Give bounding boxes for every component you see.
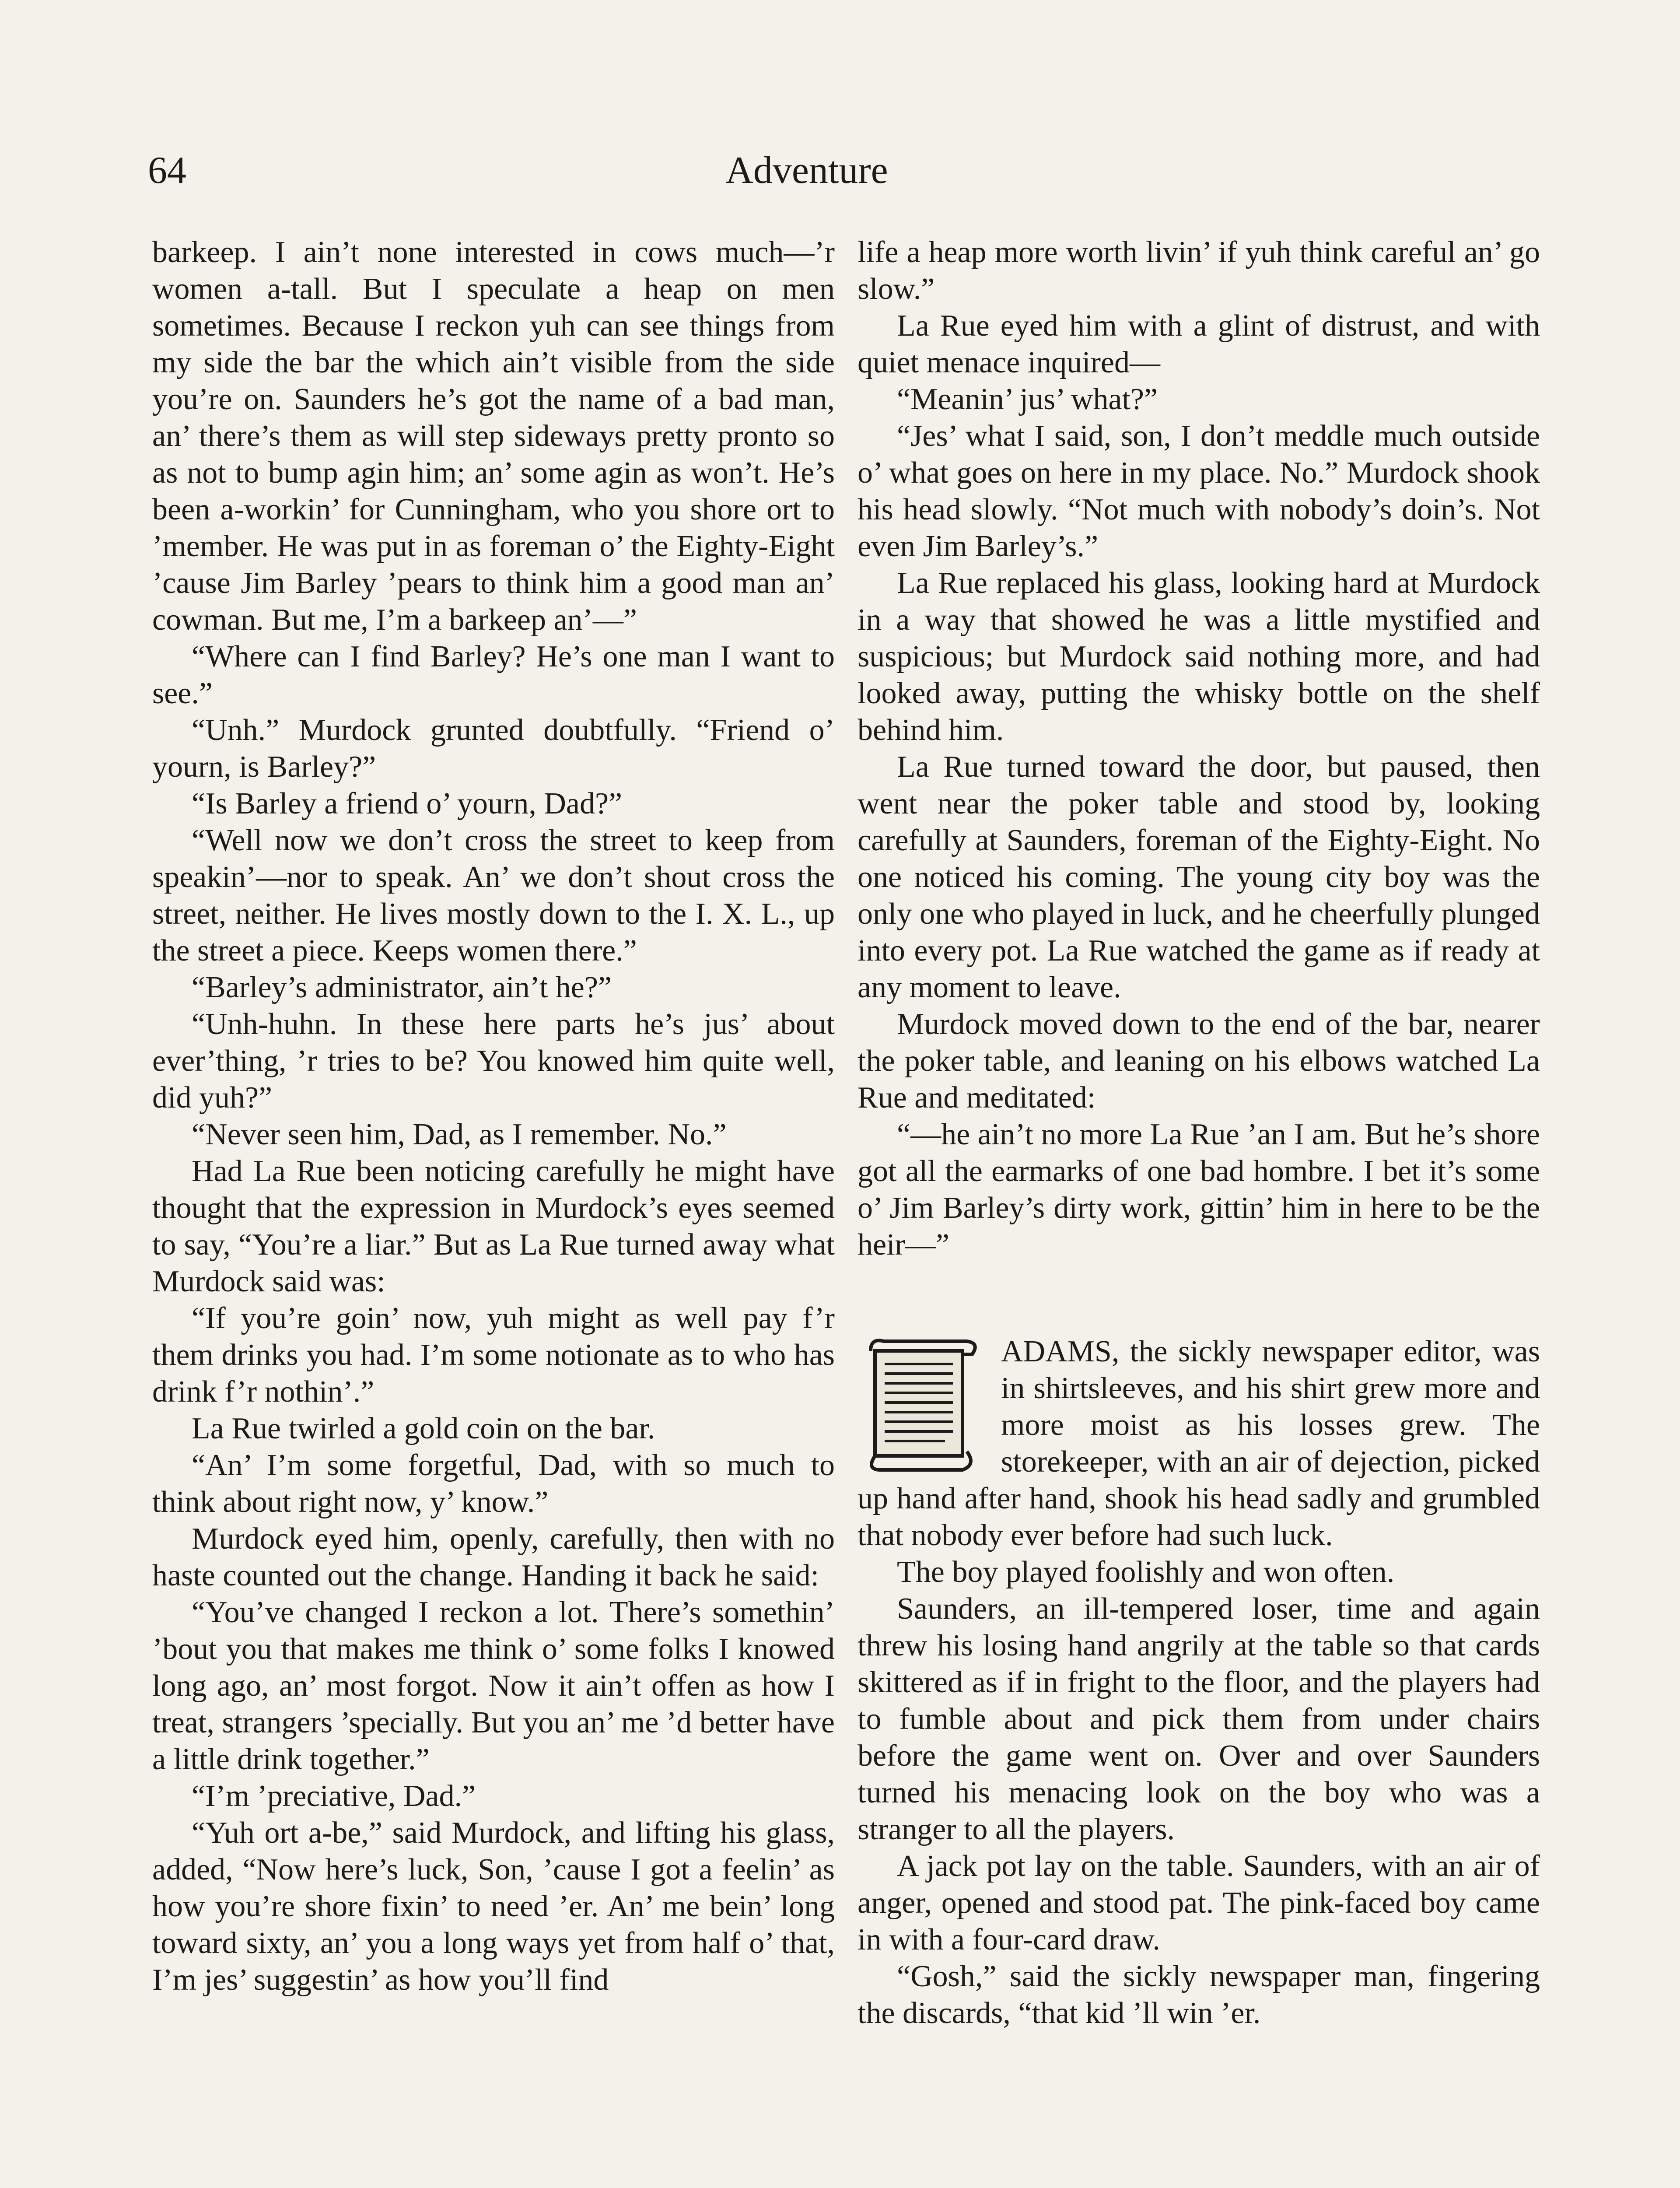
paragraph: “Jes’ what I said, son, I don’t meddle much outside o’ what goes on here in my place. No.” Murdock shook his head slowly. “Not much with nobody’s doin’s. Not even Jim Barley’s.”: [858, 419, 1540, 563]
paragraph: La Rue eyed him with a glint of distrust, and with quiet menace inquired—: [858, 309, 1540, 379]
paragraph: La Rue replaced his glass, looking hard at Murdock in a way that showed he was a little mystified and suspicious; but Murdock said nothing more, and had looked away, putting the whisky bottle on the shelf behind him.: [858, 566, 1540, 747]
paragraph: “Is Barley a friend o’ yourn, Dad?”: [192, 787, 623, 820]
scroll-icon: [858, 1333, 989, 1478]
paragraph: “Well now we don’t cross the street to keep from speakin’—nor to speak. An’ we don’t shout cross the street, neither. He lives mostly down to the I. X. L., up the street a piece. Keeps women there.”: [152, 824, 835, 968]
paragraph: “I’m ’preciative, Dad.”: [192, 1779, 476, 1813]
paragraph: “—he ain’t no more La Rue ’an I am. But he’s shore got all the earmarks of one bad hombre. I bet it’s some o’ Jim Barley’s dirty work, gittin’ him in here to be the heir—”: [858, 1118, 1540, 1262]
page-number: 64: [148, 149, 186, 192]
running-title: Adventure: [725, 149, 888, 192]
paragraph: Murdock moved down to the end of the bar, nearer the poker table, and leaning on his elbows watched La Rue and meditated:: [858, 1007, 1540, 1115]
paragraph: “Barley’s administrator, ain’t he?”: [192, 971, 612, 1004]
left-column: [152, 234, 835, 1999]
paragraph: A jack pot lay on the table. Saunders, with an air of anger, opened and stood pat. The pink-faced boy came in with a four-card draw.: [858, 1849, 1540, 1957]
paragraph: “Never seen him, Dad, as I remember. No.”: [192, 1118, 727, 1151]
paragraph: “If you’re goin’ now, yuh might as well pay f’r them drinks you had. I’m some notionate as to who has drink f’r nothin’.”: [152, 1301, 835, 1409]
page-header: [148, 144, 1466, 206]
paragraph: Saunders, an ill-tempered loser, time and again threw his losing hand angrily at the table so that cards skittered as if in fright to the floor, and the players had to fumble about and pick them from under chairs before the game went on. Over and over Saunders turned his menacing look on the boy who was a stranger to all the players.: [858, 1592, 1540, 1846]
paragraph: “Where can I find Barley? He’s one man I want to see.”: [152, 640, 835, 710]
right-column: [858, 234, 1540, 2032]
paragraph: “Meanin’ jus’ what?”: [897, 382, 1158, 416]
paragraph: “An’ I’m some forgetful, Dad, with so much to think about right now, y’ know.”: [152, 1448, 835, 1519]
paragraph: “Unh-huhn. In these here parts he’s jus’ about ever’thing, ’r tries to be? You knowed him quite well, did yuh?”: [152, 1007, 835, 1115]
paragraph: Murdock eyed him, openly, carefully, then with no haste counted out the change. Handing it back he said:: [152, 1522, 835, 1592]
paragraph: “Unh.” Murdock grunted doubtfully. “Friend o’ yourn, is Barley?”: [152, 713, 835, 784]
paragraph: “Yuh ort a-be,” said Murdock, and lifting his glass, added, “Now here’s luck, Son, ’cause I got a feelin’ as how you’re shore fixin’ to need ’er. An’ me bein’ long toward sixty, an’ you a long ways yet from half o’ that, I’m jes’ suggestin’ as how you’ll find: [152, 1816, 835, 1997]
paragraph: barkeep. I ain’t none interested in cows much—’r women a-tall. But I speculate a heap on men sometimes. Because I reckon yuh can see things from my side the bar the which ain’t visible from the side you’re on. Saunders he’s got the name of a bad man, an’ there’s them as will step sideways pretty pronto so as not to bump agin him; an’ some agin as won’t. He’s been a-workin’ for Cunningham, who you shore ort to ’member. He was put in as foreman o’ the Eighty-Eight ’cause Jim Barley ’pears to think him a good man an’ cowman. But me, I’m a barkeep an’—”: [152, 235, 835, 637]
paragraph: The boy played foolishly and won often.: [897, 1555, 1395, 1589]
paragraph: ADAMS, the sickly newspaper editor, was in shirtsleeves, and his shirt grew more and more moist as his losses grew. The storekeeper, with an air of dejection, picked up hand after hand, shook his head sadly and grumbled that nobody ever before had such luck.: [858, 1335, 1540, 1552]
paragraph: Had La Rue been noticing carefully he might have thought that the expression in Murdock’s eyes seemed to say, “You’re a liar.” But as La Rue turned away what Murdock said was:: [152, 1154, 835, 1298]
paragraph: La Rue twirled a gold coin on the bar.: [192, 1412, 655, 1445]
paragraph: “Gosh,” said the sickly newspaper man, fingering the discards, “that kid ’ll win ’er.: [858, 1960, 1540, 2030]
paragraph: La Rue turned toward the door, but paused, then went near the poker table and stood by, looking carefully at Saunders, foreman of the Eighty-Eight. No one noticed his coming. The young city boy was the only one who played in luck, and he cheerfully plunged into every pot. La Rue watched the game as if ready at any moment to leave.: [858, 750, 1540, 1004]
paragraph: “You’ve changed I reckon a lot. There’s somethin’ ’bout you that makes me think o’ some folks I knowed long ago, an’ most forgot. Now it ain’t offen as how I treat, strangers ’specially. But you an’ me ’d better have a little drink together.”: [152, 1595, 835, 1776]
paragraph: life a heap more worth livin’ if yuh think careful an’ go slow.”: [858, 235, 1540, 306]
